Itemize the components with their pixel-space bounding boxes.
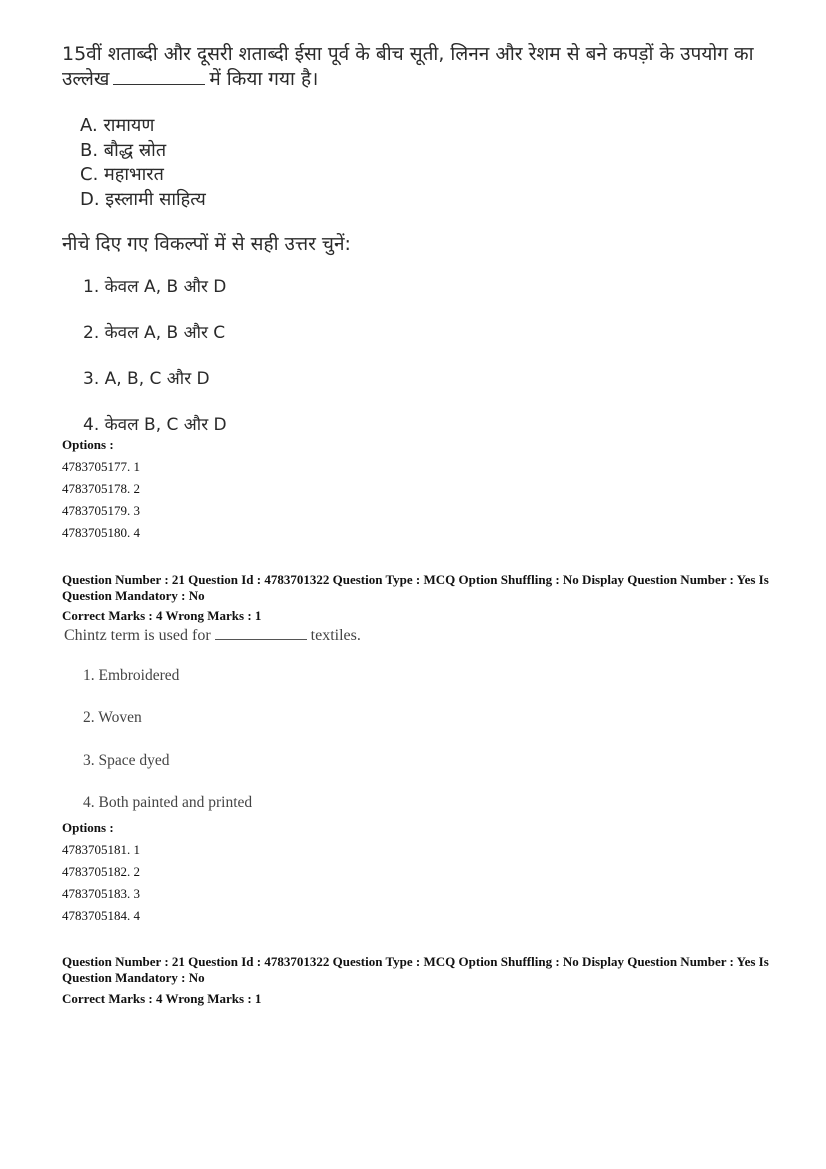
choice-4: 4. केवल B, C और D <box>83 415 227 435</box>
statement-b: B. बौद्ध स्रोत <box>80 140 167 161</box>
choice-1: 1. Embroidered <box>83 667 180 684</box>
option-id-3: 4783705183. 3 <box>62 886 140 901</box>
choice-3: 3. A, B, C और D <box>83 369 210 389</box>
option-id-4: 4783705184. 4 <box>62 908 140 923</box>
question-text-part1: 15वीं शताब्दी और दूसरी शताब्दी ईसा पूर्व के बीच सूती, लिनन और रेशम से बने कपड़ों के उपयोग का उल्लेख <box>62 43 754 90</box>
answer-blank <box>215 626 307 640</box>
question-text-part2: में किया गया है। <box>209 68 319 90</box>
option-id-3: 4783705179. 3 <box>62 503 140 518</box>
answer-blank <box>113 67 205 85</box>
question-marks: Correct Marks : 4 Wrong Marks : 1 <box>62 991 262 1006</box>
statement-d: D. इस्लामी साहित्य <box>80 189 206 210</box>
choice-3: 3. Space dyed <box>83 752 170 769</box>
option-id-4: 4783705180. 4 <box>62 525 140 540</box>
question-text-part1: Chintz term is used for <box>64 627 211 644</box>
choice-2: 2. Woven <box>83 709 142 726</box>
statement-c: C. महाभारत <box>80 164 164 185</box>
choice-2: 2. केवल A, B और C <box>83 323 226 343</box>
choice-1: 1. केवल A, B और D <box>83 277 227 297</box>
question-marks: Correct Marks : 4 Wrong Marks : 1 <box>62 608 262 623</box>
question-text-english <box>64 626 361 645</box>
option-id-1: 4783705177. 1 <box>62 459 140 474</box>
question-text-part2: textiles. <box>310 627 361 644</box>
choice-4: 4. Both painted and printed <box>83 794 253 811</box>
option-id-1: 4783705181. 1 <box>62 842 140 857</box>
option-id-2: 4783705178. 2 <box>62 481 140 496</box>
options-label: Options : <box>62 437 114 452</box>
question-meta: Question Number : 21 Question Id : 4783701322 Question Type : MCQ Option Shuffling : No Display Question Number : Yes Is Question Mandatory : No <box>62 572 769 603</box>
question-text-hindi <box>62 42 772 92</box>
option-id-2: 4783705182. 2 <box>62 864 140 879</box>
instruction-text: नीचे दिए गए विकल्पों में से सही उत्तर चुनें: <box>62 233 351 255</box>
statement-a: A. रामायण <box>80 115 155 136</box>
question-meta: Question Number : 21 Question Id : 4783701322 Question Type : MCQ Option Shuffling : No Display Question Number : Yes Is Question Mandatory : No <box>62 954 769 985</box>
options-label: Options : <box>62 820 114 835</box>
